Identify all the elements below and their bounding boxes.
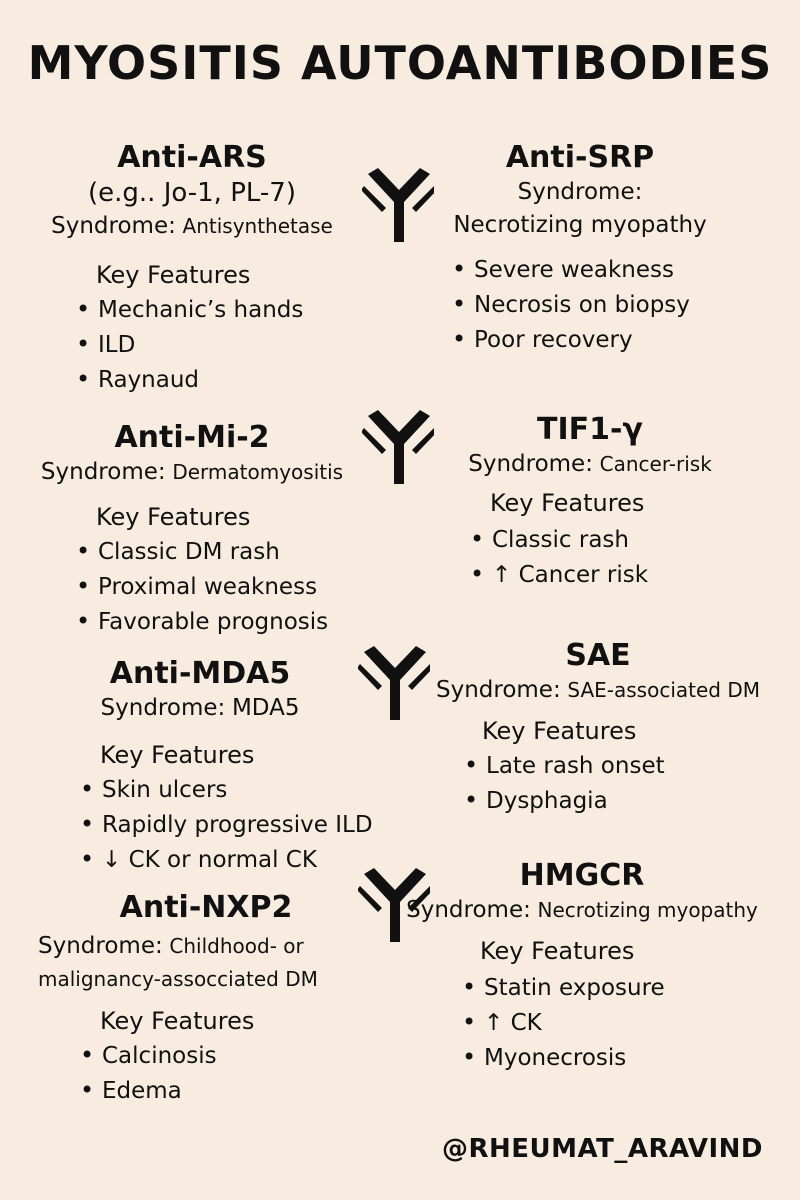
antibody-examples: (e.g.. Jo-1, PL-7) bbox=[88, 178, 296, 208]
syndrome-line-2 bbox=[38, 963, 318, 996]
list-item: • ↑ CK bbox=[462, 1005, 665, 1040]
key-features-heading: Key Features bbox=[100, 741, 255, 769]
key-features-heading: Key Features bbox=[96, 503, 251, 531]
antibody-name: Anti-NXP2 bbox=[119, 890, 293, 925]
list-item: • ILD bbox=[76, 327, 303, 362]
antibody-name: Anti-ARS bbox=[117, 140, 267, 175]
syndrome-value: Necrotizing myopathy bbox=[537, 898, 758, 922]
antibody-icon bbox=[362, 160, 434, 246]
key-features-heading: Key Features bbox=[482, 717, 637, 745]
list-item: • Poor recovery bbox=[452, 322, 690, 357]
syndrome-label-line bbox=[453, 176, 706, 209]
feature-list bbox=[80, 772, 373, 877]
list-item: • Classic rash bbox=[470, 522, 648, 557]
antibody-name: Anti-MDA5 bbox=[109, 656, 291, 691]
syndrome-value: Necrotizing myopathy bbox=[453, 212, 707, 238]
feature-list bbox=[470, 522, 648, 592]
section-anti-ars bbox=[51, 140, 333, 243]
antibody-name: HMGCR bbox=[519, 858, 645, 893]
syndrome-line bbox=[38, 930, 318, 963]
syndrome-line bbox=[41, 456, 343, 489]
antibody-name: Anti-SRP bbox=[505, 140, 655, 175]
syndrome-label: Syndrome: bbox=[100, 695, 226, 721]
list-item: • Calcinosis bbox=[80, 1038, 217, 1073]
syndrome-value: SAE-associated DM bbox=[567, 678, 761, 702]
syndrome-label: Syndrome: bbox=[40, 459, 166, 485]
feature-list bbox=[452, 252, 690, 357]
syndrome-label: Syndrome: bbox=[468, 451, 593, 477]
list-item: • Dysphagia bbox=[464, 783, 665, 818]
list-item: • Skin ulcers bbox=[80, 772, 373, 807]
key-features-heading: Key Features bbox=[96, 261, 251, 289]
syndrome-block bbox=[38, 930, 318, 996]
section-anti-nxp2 bbox=[120, 890, 293, 926]
feature-list bbox=[76, 534, 328, 639]
list-item: • Classic DM rash bbox=[76, 534, 328, 569]
syndrome-line bbox=[436, 674, 760, 707]
list-item: • Mechanic’s hands bbox=[76, 292, 303, 327]
antibody-name: SAE bbox=[565, 638, 631, 673]
list-item: • Late rash onset bbox=[464, 748, 665, 783]
syndrome-label: Syndrome: bbox=[51, 213, 176, 239]
syndrome-line bbox=[101, 692, 300, 725]
syndrome-value-continued: malignancy-assocciated DM bbox=[38, 967, 318, 991]
syndrome-value: Childhood- or bbox=[169, 934, 304, 958]
feature-list bbox=[464, 748, 665, 818]
list-item: • ↓ CK or normal CK bbox=[80, 842, 373, 877]
list-item: • ↑ Cancer risk bbox=[470, 557, 648, 592]
syndrome-value: MDA5 bbox=[231, 695, 300, 721]
antibody-icon bbox=[362, 402, 434, 488]
key-features-heading: Key Features bbox=[490, 489, 645, 517]
list-item: • Edema bbox=[80, 1073, 217, 1108]
syndrome-label: Syndrome: bbox=[517, 179, 643, 205]
key-features-heading: Key Features bbox=[480, 937, 635, 965]
syndrome-label: Syndrome: bbox=[435, 677, 561, 703]
list-item: • Severe weakness bbox=[452, 252, 690, 287]
antibody-name: Anti-Mi-2 bbox=[114, 420, 270, 455]
syndrome-value: Antisynthetase bbox=[182, 214, 333, 238]
antibody-icon bbox=[358, 860, 430, 946]
list-item: • Favorable prognosis bbox=[76, 604, 328, 639]
list-item: • Myonecrosis bbox=[462, 1040, 665, 1075]
antibody-name: TIF1-γ bbox=[537, 412, 643, 447]
key-features-heading: Key Features bbox=[100, 1007, 255, 1035]
list-item: • Necrosis on biopsy bbox=[452, 287, 690, 322]
syndrome-line bbox=[406, 894, 758, 927]
syndrome-value: Cancer-risk bbox=[599, 452, 712, 476]
section-anti-srp bbox=[453, 140, 706, 242]
section-anti-mi-2 bbox=[41, 420, 343, 489]
list-item: • Statin exposure bbox=[462, 970, 665, 1005]
list-item: • Raynaud bbox=[76, 362, 303, 397]
section-sae bbox=[436, 638, 760, 707]
antibody-icon bbox=[358, 638, 430, 724]
list-item: • Proximal weakness bbox=[76, 569, 328, 604]
feature-list bbox=[80, 1038, 217, 1108]
list-item: • Rapidly progressive ILD bbox=[80, 807, 373, 842]
feature-list bbox=[462, 970, 665, 1075]
syndrome-value-line bbox=[453, 209, 706, 242]
section-tif1-gamma bbox=[468, 412, 712, 481]
syndrome-value: Dermatomyositis bbox=[172, 460, 344, 484]
syndrome-line bbox=[468, 448, 712, 481]
feature-list bbox=[76, 292, 303, 397]
section-hmgcr bbox=[406, 858, 758, 927]
syndrome-label: Syndrome: bbox=[406, 897, 531, 923]
section-anti-mda5 bbox=[101, 656, 300, 725]
syndrome-label: Syndrome: bbox=[38, 933, 163, 959]
author-handle: @RHEUMAT_ARAVIND bbox=[442, 1134, 764, 1164]
syndrome-line bbox=[51, 210, 333, 243]
page-title: MYOSITIS AUTOANTIBODIES bbox=[27, 36, 773, 90]
